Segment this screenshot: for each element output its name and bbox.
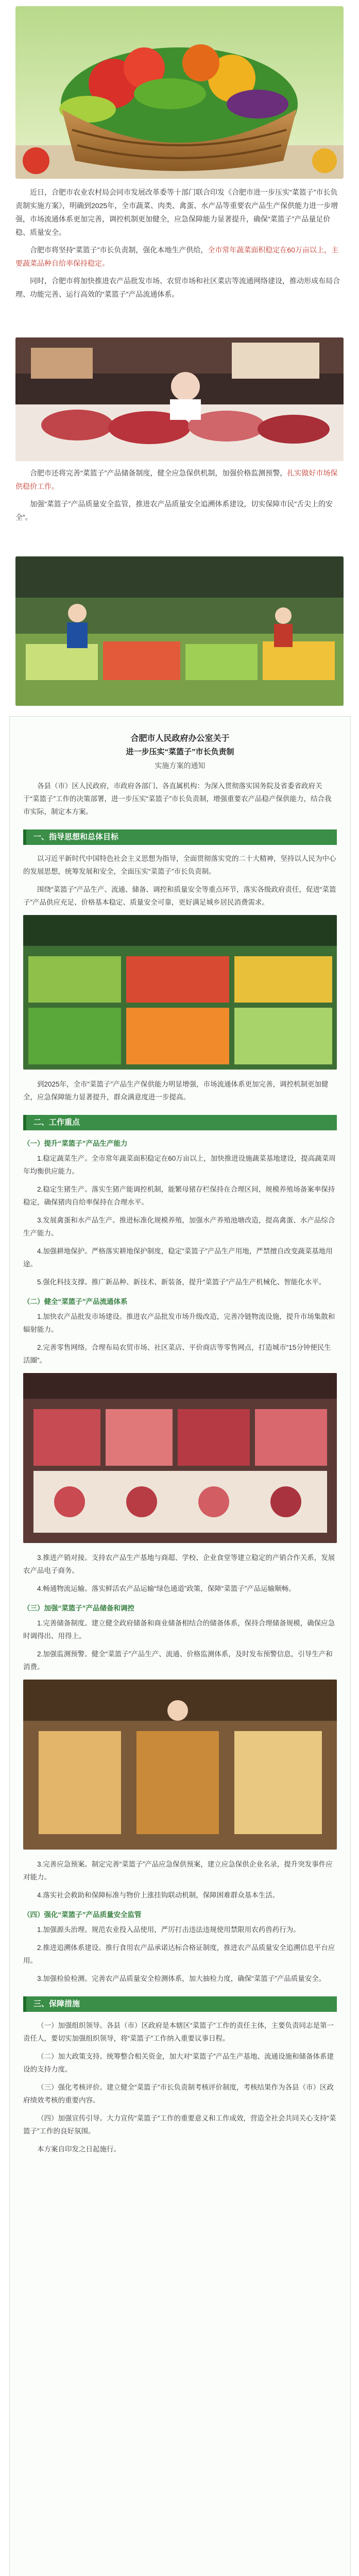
intro-paragraph-4 bbox=[15, 466, 344, 493]
section-2-paragraph: 3.完善应急预案。制定完善“菜篮子”产品应急保供预案，建立应急保供企业名录，提升突发事件应对能力。 bbox=[23, 1860, 333, 1881]
section-2-paragraph: 2.加强监测预警。健全“菜篮子”产品生产、流通、价格监测体系，及时发布预警信息，引导生产和消费。 bbox=[23, 1650, 333, 1671]
warehouse-photo bbox=[23, 1680, 337, 1850]
document-opening: 各县（市）区人民政府，市政府各部门、各直属机构：为深入贯彻落实国务院及省委省政府关于“菜篮子”工作的决策部署，进一步压实“菜篮子”市长负责制，增强重要农产品稳产保供能力，结合我市实际，制定本方案。 bbox=[23, 782, 332, 816]
document-title-line-2: 进一步压实“菜篮子”市长负责制 bbox=[126, 748, 234, 756]
intro-text bbox=[15, 185, 344, 305]
section-2-title: 二、工作重点 bbox=[23, 1115, 337, 1130]
section-1-paragraph: 以习近平新时代中国特色社会主义思想为指导，全面贯彻落实党的二十大精神，坚持以人民为中心的发展思想，统筹发展和安全，全面压实“菜篮子”市长负责制。 bbox=[23, 855, 336, 875]
policy-document bbox=[9, 716, 351, 2576]
supermarket-produce-photo bbox=[15, 556, 344, 706]
section-3-paragraph: 本方案自印发之日起施行。 bbox=[37, 2145, 121, 2153]
vegetable-basket-illustration bbox=[15, 6, 344, 179]
section-2-paragraph: 1.完善储备制度。建立健全政府储备和商业储备相结合的储备体系，保持合理储备规模，确保应急时调得出、用得上。 bbox=[23, 1619, 335, 1640]
meat-market-photo bbox=[15, 337, 344, 461]
intro-p4-highlight: 扎实做好市场保供稳价工作。 bbox=[15, 469, 338, 490]
intro-paragraph-2 bbox=[15, 243, 344, 270]
section-2-paragraph: 1.加强源头治理。规范农业投入品使用，严厉打击违法违规使用禁限用农药兽药行为。 bbox=[37, 1926, 300, 1934]
vegetable-stall-photo bbox=[23, 915, 337, 1070]
intro-paragraph-1: 近日，合肥市农业农村局会同市发展改革委等十部门联合印发《合肥市进一步压实“菜篮子”市长负责制实施方案》，明确到2025年，全市蔬菜、肉类、禽蛋、水产品等重要农产品生产保供能力进一步增强，市场流通体系更加完善，调控机制更加健全，应急保障能力显著提升，确保“菜篮子”产品量足价稳、质量安全。 bbox=[15, 188, 338, 236]
warehouse-illustration bbox=[23, 1680, 337, 1850]
document-title-line-3: 实施方案的通知 bbox=[155, 761, 206, 770]
section-3-paragraph: （四）加强宣传引导。大力宣传“菜篮子”工作的重要意义和工作成效，营造全社会共同关心支持“菜篮子”工作的良好氛围。 bbox=[23, 2114, 336, 2135]
section-2-paragraph: 4.畅通物流运输。落实鲜活农产品运输“绿色通道”政策，保障“菜篮子”产品运输顺畅。 bbox=[37, 1585, 296, 1592]
meat-shelf-illustration bbox=[23, 1373, 337, 1543]
section-2-paragraph: 3.发展禽蛋和水产品生产。推进标准化规模养殖，加强水产养殖池塘改造，提高禽蛋、水产品综合生产能力。 bbox=[23, 1216, 335, 1237]
intro-p2-text: 合肥市将坚持“菜篮子”市长负责制，强化本地生产供给， bbox=[30, 246, 208, 254]
section-2-subtitle-2: （二）健全“菜篮子”产品流通体系 bbox=[23, 1298, 128, 1306]
intro-p2-highlight: 全市常年蔬菜面积稳定在60万亩以上，主要蔬菜品种自给率保持稳定。 bbox=[15, 246, 338, 267]
intro-paragraph-5: 加强“菜篮子”产品质量安全监管，推进农产品质量安全追溯体系建设，切实保障市民“舌尖上的安全”。 bbox=[15, 500, 333, 521]
section-2-subtitle-4: （四）强化“菜篮子”产品质量安全监管 bbox=[23, 1911, 142, 1919]
section-3-paragraph: （一）加强组织领导。各县（市）区政府是本辖区“菜篮子”工作的责任主体，主要负责同志是第一责任人，要切实加强组织领导，将“菜篮子”工作纳入重要议事日程。 bbox=[23, 2022, 334, 2042]
vegetable-stall-illustration bbox=[23, 915, 337, 1070]
section-2-subtitle-1: （一）提升“菜篮子”产品生产能力 bbox=[23, 1140, 128, 1147]
section-2-paragraph: 4.落实社会救助和保障标准与物价上涨挂钩联动机制，保障困难群众基本生活。 bbox=[37, 1891, 280, 1899]
meat-shelf-photo bbox=[23, 1373, 337, 1543]
section-1-paragraph: 到2025年，全市“菜篮子”产品生产保供能力明显增强，市场流通体系更加完善，调控机制更加健全，应急保障能力显著提升，群众满意度进一步提高。 bbox=[23, 1080, 329, 1101]
document-title-line-1: 合肥市人民政府办公室关于 bbox=[130, 734, 230, 743]
section-2-paragraph: 1.稳定蔬菜生产。全市常年蔬菜面积稳定在60万亩以上，加快推进设施蔬菜基地建设，提高蔬菜周年均衡供应能力。 bbox=[23, 1155, 336, 1175]
intro-text-2 bbox=[15, 466, 344, 528]
section-1-title: 一、指导思想和总体目标 bbox=[23, 829, 337, 845]
section-2-paragraph: 1.加快农产品批发市场建设。推进农产品批发市场升级改造，完善冷链物流设施，提升市场集散和辐射能力。 bbox=[23, 1313, 335, 1333]
meat-counter-illustration bbox=[15, 337, 344, 461]
hero-vegetable-photo bbox=[15, 6, 344, 179]
section-2-paragraph: 2.稳定生猪生产。落实生猪产能调控机制，能繁母猪存栏保持在合理区间，规模养殖场备案率保持稳定，确保猪肉自给率保持在合理水平。 bbox=[23, 1185, 335, 1206]
section-2-paragraph: 3.推进产销对接。支持农产品生产基地与商超、学校、企业食堂等建立稳定的产销合作关系，发展农产品电子商务。 bbox=[23, 1554, 335, 1574]
section-1-paragraph: 围绕“菜篮子”产品生产、流通、储备、调控和质量安全等重点环节，落实各级政府责任，促进“菜篮子”产品供应充足、价格基本稳定、质量安全可靠，更好满足城乡居民消费需求。 bbox=[23, 886, 336, 906]
intro-paragraph-3: 同时，合肥市将加快推进农产品批发市场、农贸市场和社区菜店等流通网络建设，推动形成布局合理、功能完善、运行高效的“菜篮子”产品流通体系。 bbox=[15, 277, 340, 298]
section-3-paragraph: （二）加大政策支持。统筹整合相关资金，加大对“菜篮子”产品生产基地、流通设施和储备体系建设的支持力度。 bbox=[23, 2053, 334, 2073]
section-2-paragraph: 3.加强检验检测。完善农产品质量安全检测体系，加大抽检力度，确保“菜篮子”产品质量安全。 bbox=[37, 1975, 326, 1982]
document-header bbox=[10, 717, 350, 772]
section-3-paragraph: （三）强化考核评价。建立健全“菜篮子”市长负责制考核评价制度，考核结果作为各县（市）区政府绩效考核的重要内容。 bbox=[23, 2083, 334, 2104]
section-2-paragraph: 4.加强耕地保护。严格落实耕地保护制度，稳定“菜篮子”产品生产用地，严禁擅自改变蔬菜基地用途。 bbox=[23, 1247, 333, 1268]
section-3-title: 三、保障措施 bbox=[23, 1996, 337, 2012]
supermarket-illustration bbox=[15, 556, 344, 706]
section-2-paragraph: 5.强化科技支撑。推广新品种、新技术、新装备，提升“菜篮子”产品生产机械化、智能化水平。 bbox=[37, 1278, 326, 1286]
section-2-subtitle-3: （三）加强“菜篮子”产品储备和调控 bbox=[23, 1604, 134, 1612]
intro-p4-text: 合肥市还将完善“菜篮子”产品储备制度，健全应急保供机制，加强价格监测预警， bbox=[30, 469, 287, 477]
section-2-paragraph: 2.完善零售网络。合理布局农贸市场、社区菜店、平价商店等零售网点，打造城市“15分钟便民生活圈”。 bbox=[23, 1344, 331, 1364]
section-2-paragraph: 2.推进追溯体系建设。推行食用农产品承诺达标合格证制度，推进农产品质量安全追溯信息平台应用。 bbox=[23, 1944, 335, 1964]
